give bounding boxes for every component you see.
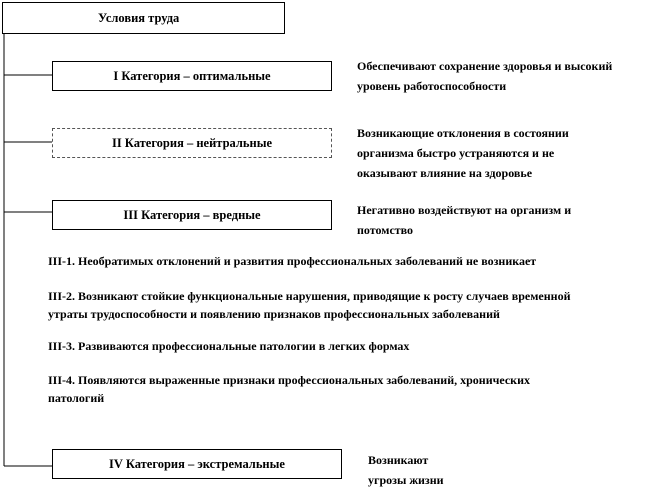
subcategory-3-3 (48, 337, 409, 355)
subcategory-3-4 (48, 371, 530, 407)
description-line: угрозы жизни (368, 473, 444, 487)
title-box (2, 2, 285, 34)
subcategory-line: III-3. Развиваются профессиональные патологии в легких формах (48, 339, 410, 353)
description-line: уровень работоспособности (357, 79, 507, 93)
category-1-description (357, 56, 612, 96)
subcategory-3-1 (48, 252, 536, 270)
subcategory-line: III-1. Необратимых отклонений и развития профессиональных заболеваний не возникает (48, 254, 537, 268)
subcategory-line: III-2. Возникают стойкие функциональные нарушения, приводящие к росту случаев временной (48, 289, 571, 303)
description-line: Негативно воздействуют на организм и (357, 203, 572, 217)
description-line: потомство (357, 223, 414, 237)
category-2-label: II Категория – нейтральные (111, 135, 273, 150)
subcategory-line: утраты трудоспособности и появлению признаков профессиональных заболеваний (48, 307, 500, 321)
description-line: Обеспечивают сохранение здоровья и высокий (357, 59, 613, 73)
category-2-box (52, 128, 332, 158)
category-4-description (368, 450, 444, 490)
category-3-label: III Категория – вредные (123, 207, 261, 222)
subcategory-3-2 (48, 287, 571, 323)
category-1-label: I Категория – оптимальные (113, 68, 271, 83)
description-line: Возникают (368, 453, 429, 467)
subcategory-line: III-4. Появляются выраженные признаки профессиональных заболеваний, хронических (48, 373, 530, 387)
subcategory-line: патологий (48, 391, 105, 405)
category-4-box (52, 449, 342, 479)
category-3-description (357, 200, 571, 240)
category-2-description (357, 123, 569, 183)
description-line: организма быстро устраняются и не (357, 146, 555, 160)
category-4-label: IV Категория – экстремальные (109, 456, 285, 471)
category-3-box (52, 200, 332, 230)
description-line: Возникающие отклонения в состоянии (357, 126, 569, 140)
title-text: Условия труда (98, 10, 180, 25)
description-line: оказывают влияние на здоровье (357, 166, 533, 180)
category-1-box (52, 61, 332, 91)
